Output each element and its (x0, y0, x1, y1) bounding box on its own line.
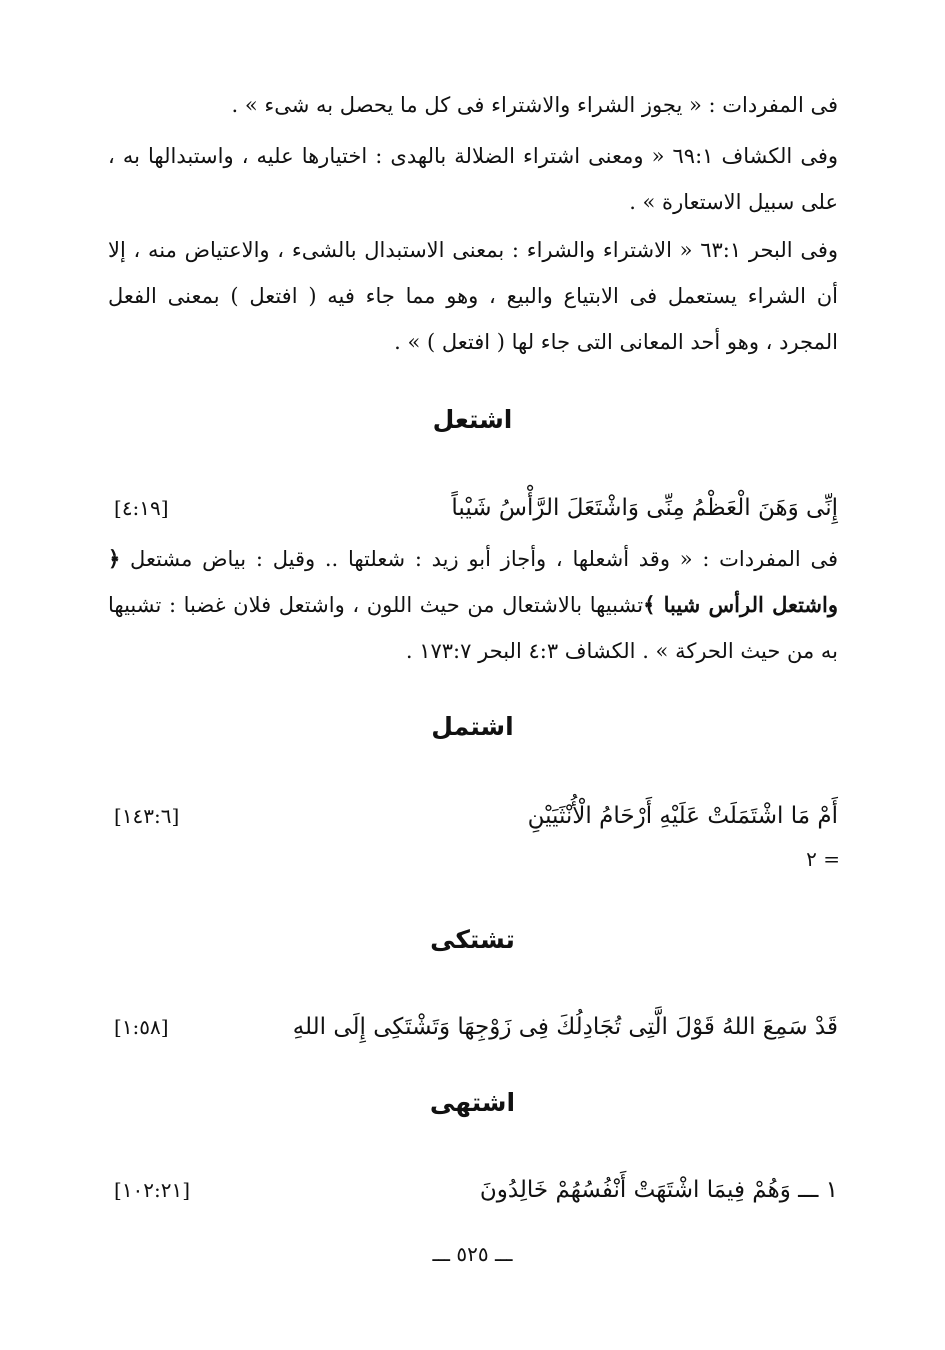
commentary-start: فى المفردات : « وقد أشعلها ، وأجاز أبو زيد : شعلتها .. وقيل : بياض مشتعل (120, 547, 838, 571)
paragraph-bahr: وفى البحر ٦٣:١ « الاشتراء والشراء : بمعنى الاستبدال بالشىء ، والاعتياض منه ، إلا أن الشراء يستعمل فى الابتياع والبيع ، وهو مما جاء فيه ( افتعل ) بمعنى الفعل المجرد ، وهو أحد المعانى التى جاء لها ( افتعل ) » . (108, 238, 839, 354)
verse-reference: [١٠٢:٢١] (114, 1178, 191, 1202)
paragraph-ishtaala-commentary (108, 536, 838, 674)
paragraph-mufradat: فى المفردات : « يجوز الشراء والاشتراء فى كل ما يحصل به شىء » . (231, 93, 838, 117)
quoted-verse: ﴿ واشتعل الرأس شيبا ﴾ (108, 546, 839, 617)
verse-text: إِنِّى وَهَنَ الْعَظْمُ مِنِّى وَاشْتَعَلَ الرَّأْسُ شَيْباً (451, 495, 838, 521)
verse-row-ishtaala (108, 488, 838, 528)
page-number: ـــ ٥٢٥ ـــ (432, 1242, 513, 1266)
commentary-end: تشبيها بالاشتعال من حيث اللون ، واشتعل فلان غضبا : تشبيها به من حيث الحركة » . الكشاف ٤:٣ البحر ١٧٣:٧ . (108, 593, 838, 663)
verse-row-tashtaki (108, 1007, 838, 1047)
verse-row-ishtaha (108, 1170, 838, 1210)
heading-tashtaki: تشتكى (430, 925, 515, 954)
paragraph-kashshaf: وفى الكشاف ٦٩:١ « ومعنى اشتراء الضلالة بالهدى : اختيارها عليه ، واستبدالها به ، على سبيل الاستعارة » . (108, 144, 839, 214)
heading-ishtaha: اشتهى (429, 1088, 516, 1117)
verse-text: أَمْ مَا اشْتَمَلَتْ عَلَيْهِ أَرْحَامُ الْأُنْثَيَيْنِ (527, 803, 838, 829)
verse-reference: [٤:١٩] (114, 496, 169, 520)
verse-text: ١ ـــ وَهُمْ فِيمَا اشْتَهَتْ أَنْفُسُهُمْ خَالِدُونَ (479, 1177, 838, 1203)
verse-reference: [١٤٣:٦] (114, 804, 180, 828)
heading-ishtaala: اشتعل (432, 405, 513, 434)
verse-reference: [١:٥٨] (114, 1015, 169, 1039)
verse-text: قَدْ سَمِعَ اللهُ قَوْلَ الَّتِى تُجَادِلُكَ فِى زَوْجِهَا وَتَشْتَكِى إِلَى اللهِ (292, 1014, 838, 1040)
occurrence-note: = ٢ (806, 847, 840, 871)
verse-row-ishtamala (108, 796, 838, 836)
heading-ishtamala: اشتمل (431, 712, 514, 741)
